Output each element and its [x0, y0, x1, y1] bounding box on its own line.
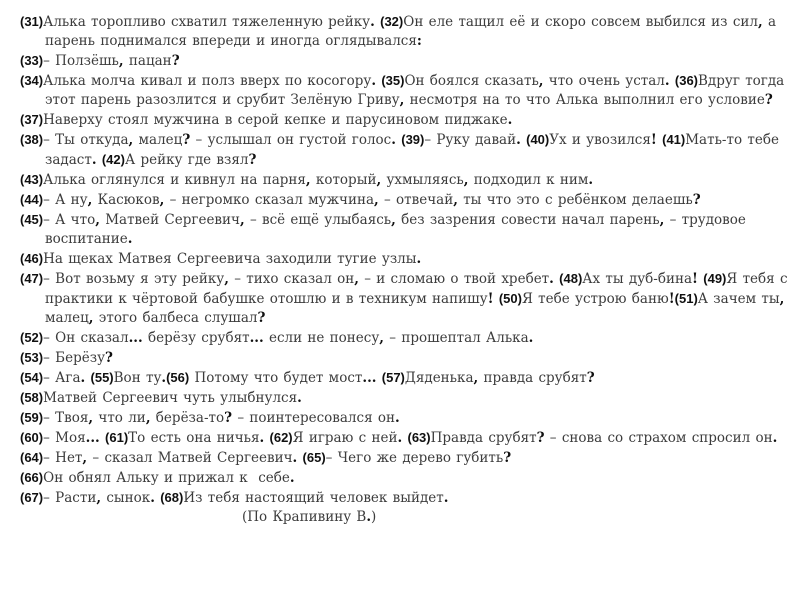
sentence-number: (58)	[20, 390, 44, 405]
sentence-number: (66)	[20, 470, 44, 485]
paragraph: (31)Алька торопливо схватил тяжеленную рейку. (32)Он еле тащил её и скоро совсем выбился из сил, а парень поднимался впереди и иногда оглядывался:	[20, 14, 782, 49]
paragraph: (33)– Ползёшь, пацан?	[20, 53, 180, 69]
sentence-number: (36)	[674, 73, 699, 88]
sentence-number: (67)	[20, 490, 44, 505]
sentence-number: (68)	[160, 490, 184, 505]
paragraph: (52)– Он сказал... берёзу срубят... если не понесу, – прошептал Алька.	[20, 330, 534, 346]
sentence-number: (55)	[90, 370, 114, 385]
sentence-number: (48)	[559, 271, 583, 286]
attribution: (По Крапивину В.)	[242, 509, 377, 525]
sentence-number: (49)	[703, 271, 727, 286]
paragraph: (58)Матвей Сергеевич чуть улыбнулся.	[20, 390, 302, 406]
paragraph: (38)– Ты откуда, малец? – услышал он густой голос. (39)– Руку давай. (40)Ух и увозился! (41)Мать-то тебе задаст. (42)А рейку где взял?	[20, 132, 785, 168]
sentence-number: (52)	[20, 330, 44, 345]
paragraph: (37)Наверху стоял мужчина в серой кепке и парусиновом пиджаке.	[20, 112, 513, 128]
sentence-number: (54)	[20, 370, 44, 385]
paragraph: (34)Алька молча кивал и полз вверх по косогору. (35)Он боялся сказать, что очень устал. (36)Вдруг тогда этот парень разозлится и срубит Зелёную Гриву, несмотря на то что Алька выполнил его условие?	[20, 73, 790, 108]
sentence-number: (38)	[20, 132, 44, 147]
sentence-number: (53)	[20, 350, 44, 365]
sentence-number: (34)	[20, 73, 44, 88]
sentence-number: (63)	[407, 430, 431, 445]
sentence-number: (40)	[526, 132, 550, 147]
sentence-number: (31)	[20, 14, 44, 29]
paragraph: (47)– Вот возьму я эту рейку, – тихо сказал он, – и сломаю о твой хребет. (48)Ах ты дуб-бина! (49)Я тебя с практики к чёртовой бабушке отошлю и в техникум напишу! (50)Я тебе устрою баню!(51)А зачем ты, малец, этого балбеса слушал?	[20, 271, 793, 326]
sentence-number: (51)	[674, 291, 698, 306]
paragraph: (43)Алька оглянулся и кивнул на парня, который, ухмыляясь, подходил к ним.	[20, 172, 594, 188]
paragraph: (53)– Берёзу?	[20, 350, 113, 366]
sentence-number: (62)	[269, 430, 293, 445]
sentence-number: (57)	[381, 370, 405, 385]
sentence-number: (65)	[302, 450, 326, 465]
sentence-number: (39)	[401, 132, 425, 147]
paragraph: (67)– Расти, сынок. (68)Из тебя настоящий человек выйдет.	[20, 490, 449, 506]
sentence-number: (50)	[498, 291, 522, 306]
sentence-number: (33)	[20, 53, 44, 68]
sentence-number: (45)	[20, 212, 44, 227]
sentence-number: (37)	[20, 112, 44, 127]
sentence-number: (59)	[20, 410, 44, 425]
paragraph: (66)Он обнял Альку и прижал к себе.	[20, 470, 295, 486]
sentence-number: (47)	[20, 271, 44, 286]
paragraph: (45)– А что, Матвей Сергеевич, – всё ещё улыбаясь, без зазрения совести начал парень, – трудовое воспитание.	[20, 212, 752, 247]
paragraph: (44)– А ну, Касюков, – негромко сказал мужчина, – отвечай, ты что это с ребёнком делаешь?	[20, 192, 701, 208]
sentence-number: (35)	[381, 73, 405, 88]
paragraph: (54)– Ага. (55)Вон ту.(56) Потому что будет мост... (57)Дяденька, правда срубят?	[20, 370, 595, 386]
sentence-number: (41)	[662, 132, 686, 147]
sentence-number: (44)	[20, 192, 44, 207]
paragraph: (60)– Моя... (61)То есть она ничья. (62)Я играю с ней. (63)Правда срубят? – снова со страхом спросил он.	[20, 430, 778, 446]
sentence-number: (61)	[105, 430, 129, 445]
sentence-number: (43)	[20, 172, 44, 187]
sentence-number: (64)	[20, 450, 44, 465]
sentence-number: (42)	[101, 152, 125, 167]
paragraph: (59)– Твоя, что ли, берёза-то? – поинтересовался он.	[20, 410, 400, 426]
sentence-number: (32)	[380, 14, 404, 29]
sentence-number: (56)	[166, 370, 190, 385]
paragraph: (64)– Нет, – сказал Матвей Сергеевич. (65)– Чего же дерево губить?	[20, 450, 512, 466]
sentence-number: (46)	[20, 251, 44, 266]
paragraph: (46)На щеках Матвея Сергеевича заходили тугие узлы.	[20, 251, 422, 267]
text-body	[20, 12, 794, 527]
sentence-number: (60)	[20, 430, 44, 445]
